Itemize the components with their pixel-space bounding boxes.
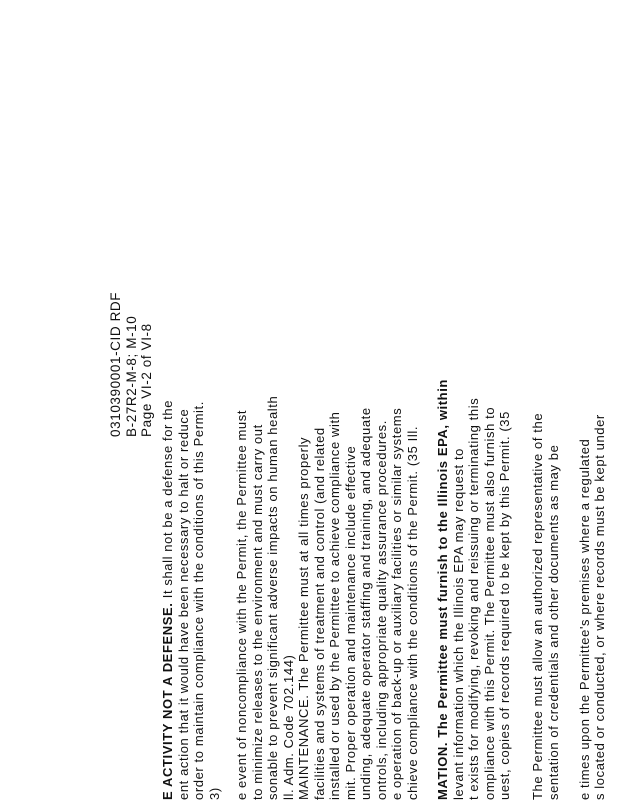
paragraph-line: chieve compliance with the conditions of the Permit. (35 Ill. (404, 425, 420, 800)
paragraph-line: e event of noncompliance with the Permit, the Permittee must (234, 409, 249, 800)
paragraph-line: ontrols, including appropriate quality assurance procedures. (373, 420, 389, 800)
paragraph-line: sentation of credentials and other documents as may be (545, 444, 561, 800)
paragraph-line: s located or conducted, or where records must be kept under (592, 414, 607, 800)
paragraph-inspection (530, 413, 608, 800)
paragraph-line: levant information which the Illinois EPA may request to (450, 447, 466, 800)
paragraph-maintenance (296, 407, 420, 800)
doc-id: 0310390001-CID RDF (108, 291, 123, 437)
paragraph-line: installed or used by the Permittee to achieve compliance with (327, 411, 342, 800)
paragraph-information (435, 379, 513, 800)
page-header (108, 292, 155, 437)
paragraph-line: t exists for modifying, revoking and reissuing or terminating this (466, 397, 481, 800)
paragraph-line: to minimize releases to the environment and must carry out (249, 424, 265, 800)
permit-number: B-27R2-M-8; M-10 (123, 315, 139, 437)
paragraph-line: uest, copies of records required to be kept by this Permit. (35 (497, 411, 512, 800)
paragraph-mitigation (234, 396, 296, 800)
paragraph-line: ompliance with this Permit. The Permittee must also furnish to (481, 406, 497, 800)
section-heading: E ACTIVITY NOT A DEFENSE. (160, 602, 175, 800)
paragraph-line: unding, adequate operator staffing and training, and adequate (358, 407, 373, 800)
paragraph-line: e times upon the Permittee's premises where a regulated (576, 438, 592, 800)
paragraph-line: ll. Adm. Code 702.144) (280, 654, 296, 800)
paragraph-line: sonable to prevent significant adverse impacts on human health (265, 395, 280, 800)
paragraph-line: E ACTIVITY NOT A DEFENSE. It shall not be a defense for the (160, 399, 175, 800)
paragraph-line: mit. Proper operation and maintenance include effective (342, 445, 358, 800)
paragraph-line: MATION. The Permittee must furnish to the Illinois EPA, within (435, 379, 450, 800)
paragraph-line: facilities and systems of treatment and control (and related (311, 427, 327, 800)
paragraph-line: MAINTENANCE. The Permittee must at all times properly (296, 436, 311, 800)
paragraph-line: 3) (206, 787, 222, 800)
page-number: Page VI-2 of VI-8 (139, 323, 154, 437)
paragraph-line: order to maintain compliance with the conditions of this Permit. (191, 401, 206, 800)
paragraph-line: ent action that it would have been necessary to halt or reduce (175, 408, 191, 800)
paragraph-line: e operation of back-up or auxiliary facilities or similar systems (389, 407, 404, 800)
paragraph-not-a-defense (160, 400, 222, 800)
paragraph-line: The Permittee must allow an authorized representative of the (530, 412, 545, 800)
paragraph-line (561, 413, 577, 800)
